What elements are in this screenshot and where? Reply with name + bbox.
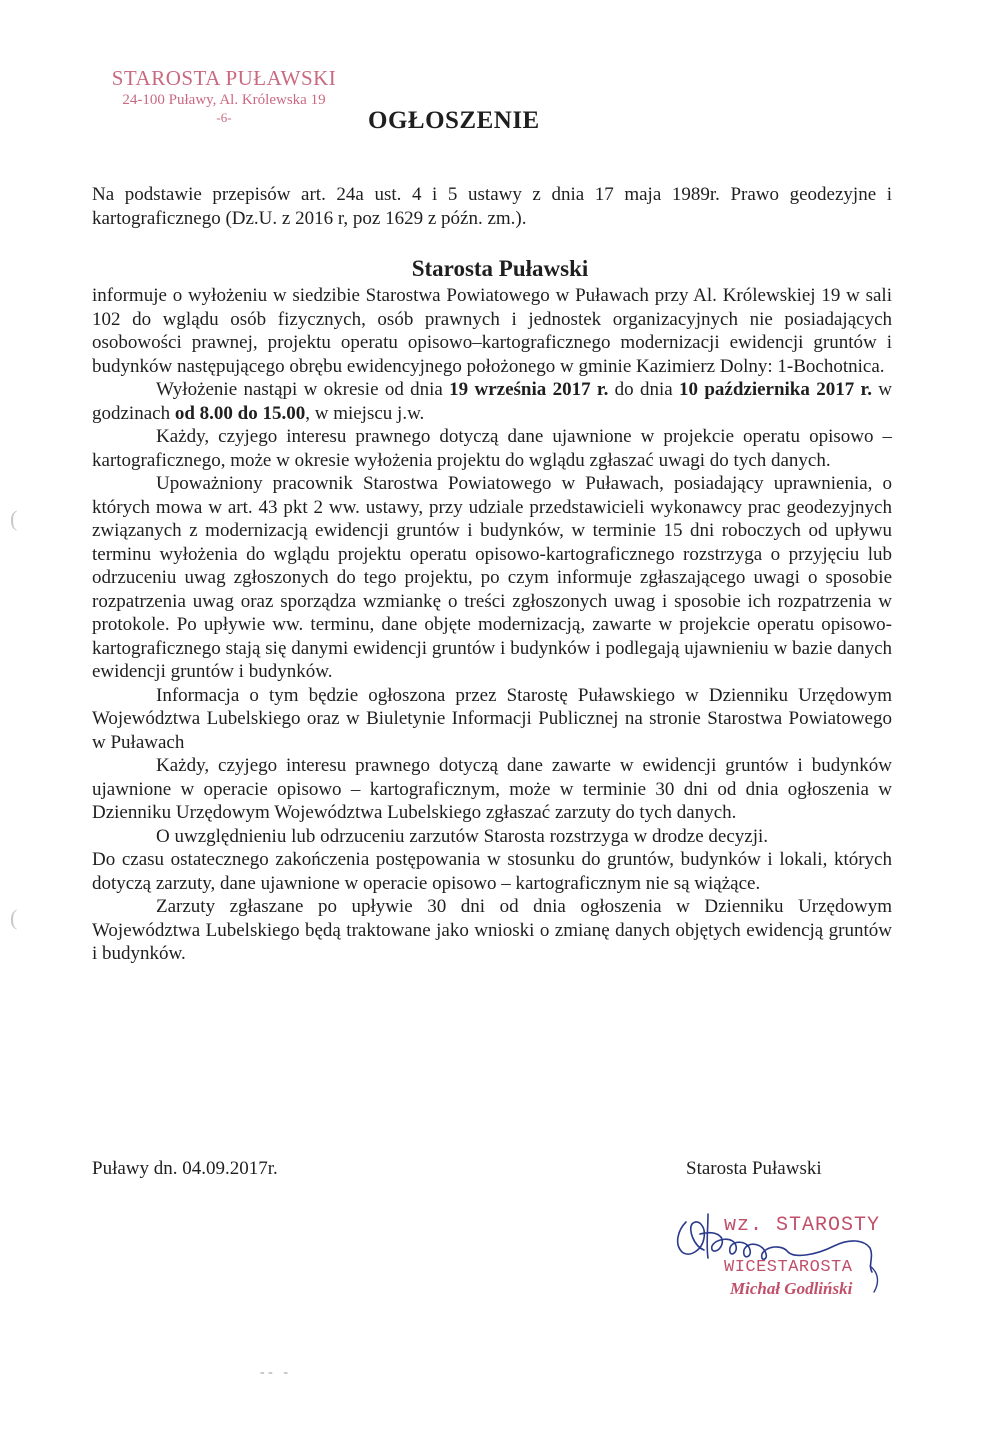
paragraph-2-end-date: 10 października 2017 r. — [679, 379, 872, 400]
paragraph-2 — [92, 378, 892, 425]
paragraph-2-text-g: , w miejscu j.w. — [305, 402, 425, 424]
section-heading: Starosta Puławski — [411, 256, 589, 281]
paragraph-5: Informacja o tym będzie ogłoszona przez Starostę Puławskiego w Dzienniku Urzędowym Województwa Lubelskiego oraz w Biuletynie Informacji Publicznej na stronie Starostwa Powiatowego w Puławach — [92, 684, 892, 753]
paragraph-9: Zarzuty zgłaszane po upływie 30 dni od dnia ogłoszenia w Dzienniku Urzędowym Województwa Lubelskiego będą traktowane jako wnioski o zmianę danych objętych ewidencją gruntów i budynków. — [92, 896, 892, 964]
signature-stamp-line1: wz. STAROSTY — [724, 1214, 881, 1237]
paragraph-2-start-date: 19 września 2017 r. — [449, 379, 609, 400]
paragraph-2-hours: od 8.00 do 15.00 — [174, 402, 306, 424]
scan-artifact: ‐ ‐ - — [260, 1365, 288, 1380]
paragraph-2-text-a: Wyłożenie nastąpi w okresie od dnia — [156, 379, 450, 400]
paragraph-2-text-e: w godzinach — [92, 379, 892, 424]
paragraph-6: Każdy, czyjego interesu prawnego dotyczą dane zawarte w ewidencji gruntów i budynków ujawnione w operacie opisowo – kartograficznym, może w terminie 30 dni od dnia ogłoszenia w Dzienniku Urzędowym Województwa Lubelskiego zgłaszać zarzuty do tych danych. — [92, 755, 892, 823]
paragraph-7: O uwzględnieniu lub odrzuceniu zarzutów Starosta rozstrzyga w drodze decyzji. — [156, 825, 768, 847]
paragraph-8: Do czasu ostatecznego zakończenia postępowania w stosunku do gruntów, budynków i lokali, których dotyczą zarzuty, dane ujawnione w operacie opisowo – kartograficznym nie są wiążące. — [92, 849, 892, 894]
place-and-date: Puławy dn. 04.09.2017r. — [92, 1158, 278, 1179]
signature-stamp-line2: WICESTAROSTA — [724, 1258, 853, 1277]
body-text — [92, 284, 892, 966]
paragraph-1: informuje o wyłożeniu w siedzibie Starostwa Powiatowego w Puławach przy Al. Królewskiej 19 w sali 102 do wglądu osób fizycznych, osób prawnych i jednostek organizacyjnych nie posiadających osobowości prawnej, projektu operatu opisowo–kartograficznego modernizacji ewidencji gruntów i budynków następującego obrębu ewidencyjnego położonego w gminie Kazimierz Dolny: 1-Bochotnica. — [92, 285, 892, 377]
header-stamp-line3: -6- — [216, 110, 232, 125]
paragraph-3: Każdy, czyjego interesu prawnego dotyczą dane ujawnione w projekcie operatu opisowo – kartograficznego, może w okresie wyłożenia projektu do wglądu zgłaszać uwagi do tych danych. — [92, 426, 892, 471]
margin-mark: ( — [10, 506, 18, 531]
header-stamp — [104, 66, 344, 126]
document-title: OGŁOSZENIE — [368, 107, 540, 134]
signatory-title: Starosta Puławski — [686, 1158, 822, 1179]
paragraph-4: Upoważniony pracownik Starostwa Powiatowego w Puławach, posiadający uprawnienia, o których mowa w art. 43 pkt 2 ww. ustawy, przy udziale przedstawicieli wykonawcy prac geodezyjnych związanych z modernizacją ewidencji gruntów i budynków, w terminie 15 dni roboczych od upływu terminu wyłożenia do wglądu projektu operatu opisowo-kartograficznego rozstrzyga o przyjęciu lub odrzuceniu uwag zgłoszonych do tego projektu, po czym informuje zgłaszającego uwagi o sposobie rozpatrzenia uwag oraz sporządza wzmiankę o treści zgłoszonych uwag i sposobie ich rozpatrzenia w protokole. Po upływie ww. terminu, dane objęte modernizacją, zawarte w projekcie operatu opisowo-kartograficznego stają się danymi ewidencji gruntów i budynków i podlegają ujawnieniu w bazie danych ewidencji gruntów i budynków. — [92, 473, 892, 682]
intro-paragraph: Na podstawie przepisów art. 24a ust. 4 i 5 ustawy z dnia 17 maja 1989r. Prawo geodezyjne i kartograficznego (Dz.U. z 2016 r, poz 1629 z późn. zm.). — [92, 184, 892, 229]
header-stamp-line2: 24-100 Puławy, Al. Królewska 19 — [122, 92, 326, 108]
margin-mark: ( — [10, 905, 18, 930]
paragraph-2-text-c: do dnia — [608, 379, 679, 400]
signature-stamp — [664, 1208, 894, 1318]
header-stamp-line1: STAROSTA PUŁAWSKI — [111, 66, 337, 90]
signature-stamp-line3: Michał Godliński — [730, 1279, 853, 1298]
